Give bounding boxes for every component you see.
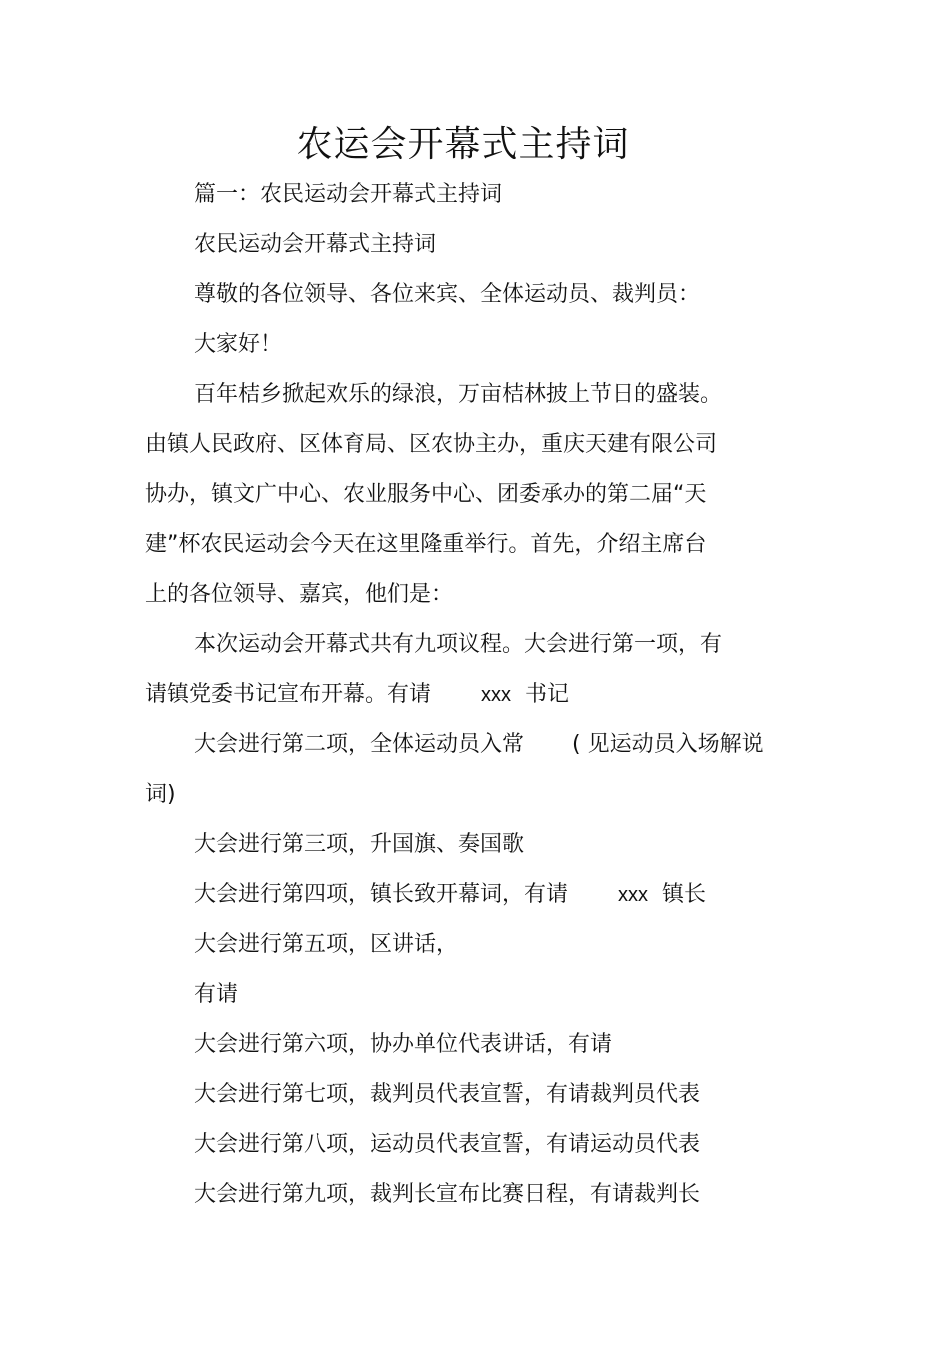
placeholder-name: xxx (618, 884, 649, 906)
document-title: 农运会开幕式主持词 (296, 124, 630, 165)
text-line: 由镇人民政府、区体育局、区农协主办，重庆天建有限公司 (145, 432, 718, 457)
text-line (145, 870, 795, 920)
text-line: 本次运动会开幕式共有九项议程。大会进行第一项，有 (194, 632, 723, 657)
document-body (145, 170, 795, 1220)
placeholder-name: xxx (481, 684, 512, 706)
text-line: 有请 (194, 982, 239, 1007)
text-line: 大会进行第七项，裁判员代表宣誓，有请裁判员代表 (194, 1082, 701, 1107)
text-segment: 大会进行第二项，全体运动员入常 (194, 732, 525, 757)
text-segment: ( 见运动员入场解说 (572, 732, 764, 757)
text-line: 农民运动会开幕式主持词 (194, 232, 437, 257)
text-line (145, 720, 795, 770)
text-line: 尊敬的各位领导、各位来宾、全体运动员、裁判员： (194, 282, 701, 307)
text-segment: 书记 (525, 682, 570, 707)
text-line: 建”杯农民运动会今天在这里隆重举行。首先，介绍主席台 (145, 532, 707, 557)
text-line: 百年桔乡掀起欢乐的绿浪，万亩桔林披上节日的盛装。 (194, 382, 723, 407)
text-segment: 镇长 (662, 882, 707, 907)
text-line: 大家好！ (194, 332, 283, 357)
text-line: 篇一：农民运动会开幕式主持词 (194, 182, 503, 207)
text-line: 大会进行第五项，区讲话， (194, 932, 459, 957)
text-segment: 请镇党委书记宣布开幕。有请 (145, 682, 432, 707)
text-line: 大会进行第九项，裁判长宣布比赛日程，有请裁判长 (194, 1182, 701, 1207)
text-line: 上的各位领导、嘉宾，他们是： (145, 582, 454, 607)
text-line: 协办，镇文广中心、农业服务中心、团委承办的第二届“天 (145, 482, 707, 507)
text-segment: 大会进行第四项，镇长致开幕词，有请 (194, 882, 569, 907)
text-line: 大会进行第八项，运动员代表宣誓，有请运动员代表 (194, 1132, 701, 1157)
text-line: 大会进行第三项，升国旗、奏国歌 (194, 832, 525, 857)
text-line: 大会进行第六项，协办单位代表讲话，有请 (194, 1032, 613, 1057)
text-line: 词) (145, 782, 176, 807)
text-line (145, 670, 795, 720)
